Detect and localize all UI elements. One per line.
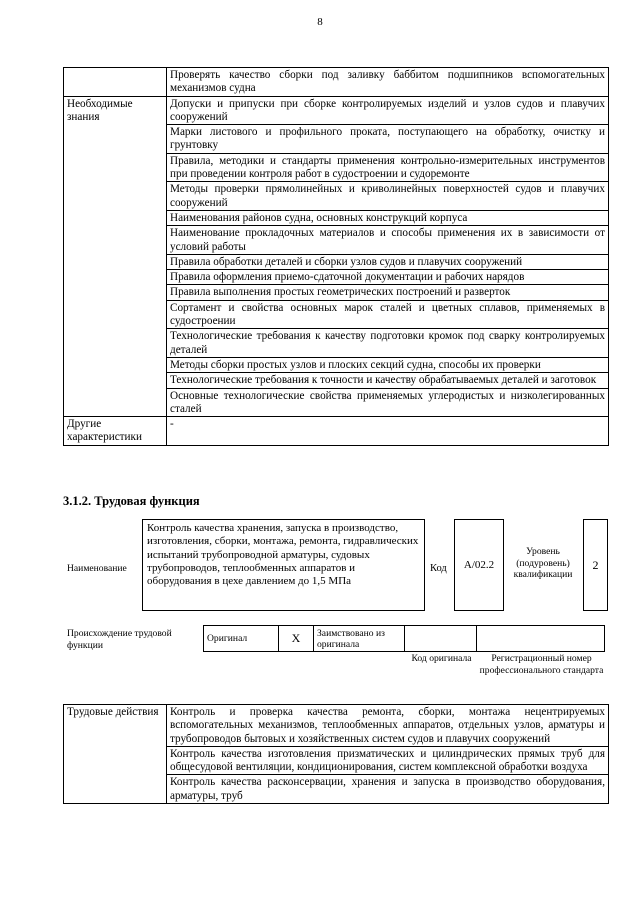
table-row — [64, 68, 609, 97]
knowledge-item: Правила, методики и стандарты применения контрольно-измерительных инструментов при проведении контроля работ в судостроении и судоремонте — [167, 153, 609, 182]
table-row — [64, 705, 609, 747]
code-value-box: А/02.2 — [454, 519, 504, 611]
original-label: Оригинал — [204, 626, 279, 652]
borrowed-label: Заимствовано из оригинала — [314, 626, 405, 652]
actions-label: Трудовые действия — [64, 705, 167, 804]
level-value-box: 2 — [583, 519, 608, 611]
knowledge-item: Технологические требования к точности и качеству обрабатываемых деталей и заготовок — [167, 373, 609, 388]
knowledge-table — [63, 67, 609, 446]
knowledge-item: Наименование прокладочных материалов и способы применения их в зависимости от условий работы — [167, 226, 609, 255]
knowledge-item: Правила оформления приемо-сдаточной документации и рабочих нарядов — [167, 270, 609, 285]
action-item: Контроль качества изготовления призматических и цилиндрических прямых труб для общесудовой вентиляции, кондиционирования, систем комплексной обработки воздуха — [167, 746, 609, 775]
action-item: Контроль и проверка качества ремонта, сборки, монтажа нецентрируемых вспомогательных механизмов, теплообменных аппаратов, отдельных узлов, арматуры и трубопроводов бытовых и хозяйственных систем судов и плавучих сооружений — [167, 705, 609, 747]
task-cell: Проверять качество сборки под заливку баббитом подшипников вспомогательных механизмов судна — [167, 68, 609, 97]
knowledge-item: Сортамент и свойства основных марок сталей и цветных сплавов, применяемых в судостроении — [167, 300, 609, 329]
knowledge-item: Марки листового и профильного проката, поступающего на обработку, очистку и грунтовку — [167, 125, 609, 154]
knowledge-item: Наименования районов судна, основных конструкций корпуса — [167, 210, 609, 225]
knowledge-item: Правила обработки деталей и сборки узлов судов и плавучих сооружений — [167, 254, 609, 269]
code-label: Код — [430, 563, 447, 574]
original-mark: X — [279, 626, 314, 652]
other-value: - — [167, 417, 609, 446]
knowledge-item: Основные технологические свойства применяемых углеродистых и низколегированных сталей — [167, 388, 609, 417]
reg-number-caption: Регистрационный номер профессионального стандарта — [479, 653, 604, 676]
function-name-box: Контроль качества хранения, запуска в производство, изготовления, сборки, монтажа, ремонта, гидравлических испытаний трубопроводной арматуры, судовых трубопроводов, теплообменных аппаратов и оборудования в цехе давлением до 1,5 МПа — [142, 519, 425, 611]
code-original-cell — [405, 626, 477, 652]
section-title: 3.1.2. Трудовая функция — [63, 494, 200, 508]
name-label: Наименование — [67, 563, 127, 574]
actions-table — [63, 704, 609, 804]
knowledge-item: Методы проверки прямолинейных и криволинейных поверхностей судов и плавучих сооружений — [167, 182, 609, 211]
knowledge-label: Необходимые знания — [64, 96, 167, 417]
knowledge-item: Допуски и припуски при сборке контролируемых изделий и узлов судов и плавучих сооружений — [167, 96, 609, 125]
empty-label-cell — [64, 68, 167, 97]
table-row — [64, 417, 609, 446]
page-number: 8 — [317, 16, 323, 28]
knowledge-item: Технологические требования к качеству подготовки кромок под сварку контролируемых деталей — [167, 329, 609, 358]
knowledge-item: Методы сборки простых узлов и плоских секций судна, способы их проверки — [167, 357, 609, 372]
action-item: Контроль качества расконсервации, хранения и запуска в производство оборудования, арматуры, труб — [167, 775, 609, 804]
knowledge-item: Правила выполнения простых геометрических построений и разверток — [167, 285, 609, 300]
reg-number-cell — [477, 626, 605, 652]
other-label: Другие характеристики — [64, 417, 167, 446]
origin-table — [203, 625, 605, 652]
origin-label: Происхождение трудовой функции — [67, 628, 172, 651]
table-row — [64, 96, 609, 125]
level-label: Уровень (подуровень) квалификации — [513, 546, 573, 580]
code-original-caption: Код оригинала — [411, 653, 472, 664]
